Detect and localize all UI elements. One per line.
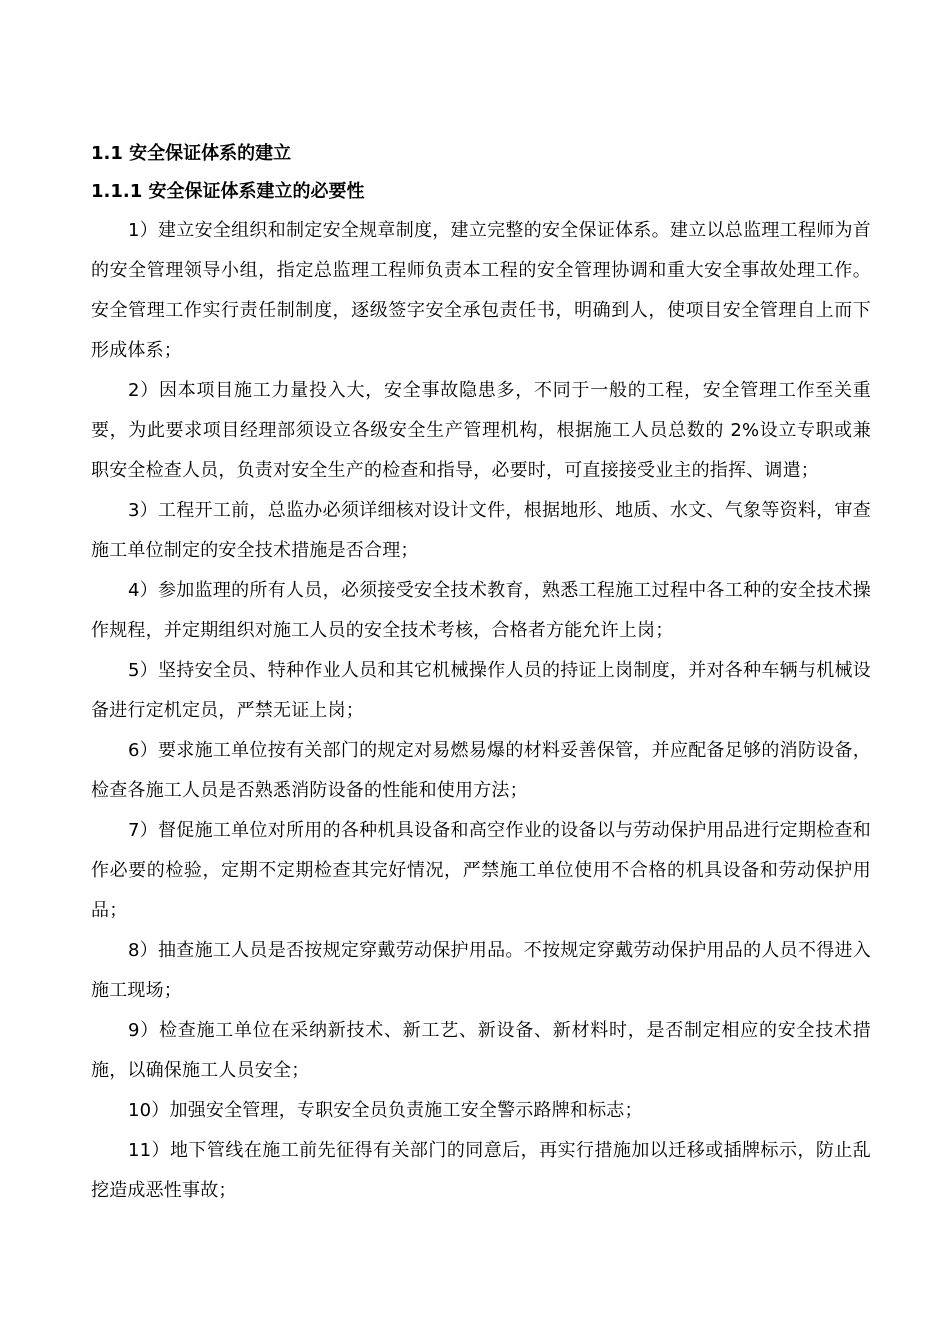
paragraph-8: 8）抽查施工人员是否按规定穿戴劳动保护用品。不按规定穿戴劳动保护用品的人员不得进入施工现场； bbox=[91, 940, 871, 1001]
paragraph-2: 2）因本项目施工力量投入大，安全事故隐患多，不同于一般的工程，安全管理工作至关重要，为此要求项目经理部须设立各级安全生产管理机构，根据施工人员总数的 2%设立专职或兼职安全检查人员，负责对安全生产的检查和指导，必要时，可直接接受业主的指挥、调遣； bbox=[91, 380, 871, 481]
paragraph-4: 4）参加监理的所有人员，必须接受安全技术教育，熟悉工程施工过程中各工种的安全技术操作规程，并定期组织对施工人员的安全技术考核，合格者方能允许上岗； bbox=[91, 580, 871, 641]
paragraph-9: 9）检查施工单位在采纳新技术、新工艺、新设备、新材料时，是否制定相应的安全技术措施，以确保施工人员安全； bbox=[91, 1020, 871, 1081]
document-body bbox=[91, 135, 871, 1211]
paragraph-3: 3）工程开工前，总监办必须详细核对设计文件，根据地形、地质、水文、气象等资料，审查施工单位制定的安全技术措施是否合理； bbox=[91, 500, 871, 561]
paragraph-11: 11）地下管线在施工前先征得有关部门的同意后，再实行措施加以迁移或插牌标示，防止乱挖造成恶性事故； bbox=[91, 1140, 871, 1201]
subsection-heading: 1.1.1 安全保证体系建立的必要性 bbox=[91, 181, 365, 202]
section-heading: 1.1 安全保证体系的建立 bbox=[91, 143, 292, 164]
paragraph-1: 1）建立安全组织和制定安全规章制度，建立完整的安全保证体系。建立以总监理工程师为首的安全管理领导小组，指定总监理工程师负责本工程的安全管理协调和重大安全事故处理工作。安全管理工作实行责任制制度，逐级签字安全承包责任书，明确到人，使项目安全管理自上而下形成体系； bbox=[91, 220, 871, 361]
paragraph-10: 10）加强安全管理，专职安全员负责施工安全警示路牌和标志； bbox=[128, 1100, 643, 1121]
paragraph-5: 5）坚持安全员、特种作业人员和其它机械操作人员的持证上岗制度，并对各种车辆与机械设备进行定机定员，严禁无证上岗； bbox=[91, 660, 871, 721]
paragraph-7: 7）督促施工单位对所用的各种机具设备和高空作业的设备以与劳动保护用品进行定期检查和作必要的检验，定期不定期检查其完好情况，严禁施工单位使用不合格的机具设备和劳动保护用品； bbox=[91, 820, 871, 921]
paragraph-6: 6）要求施工单位按有关部门的规定对易燃易爆的材料妥善保管，并应配备足够的消防设备，检查各施工人员是否熟悉消防设备的性能和使用方法； bbox=[91, 740, 871, 801]
